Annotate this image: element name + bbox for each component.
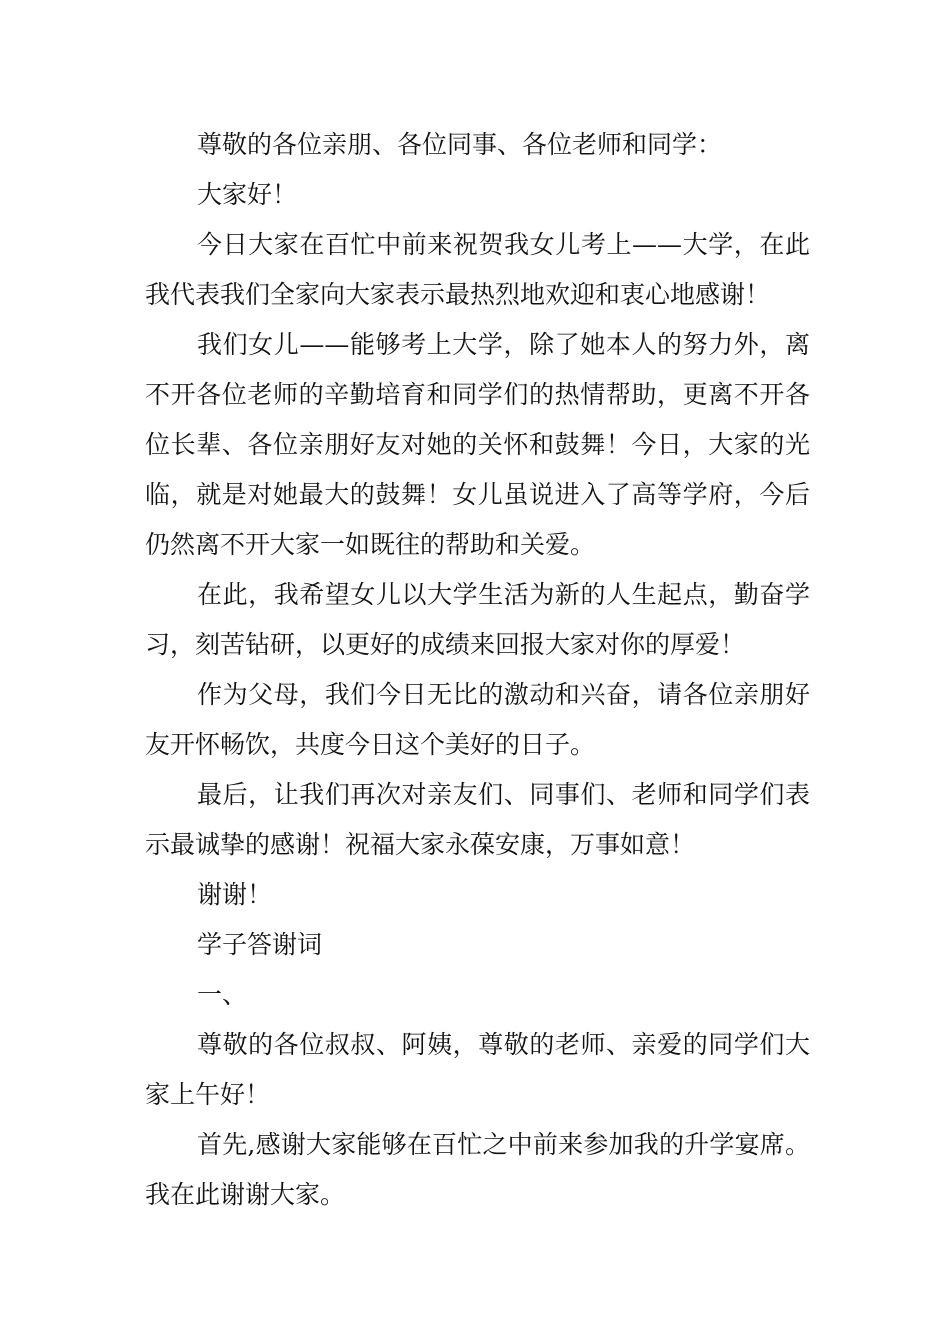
section-number: 一、 — [197, 980, 248, 1009]
paragraph-final-thanks: 最后，让我们再次对亲友们、同事们、老师和同学们表示最诚挚的感谢！祝福大家永葆安康，万事如意！ — [145, 780, 810, 859]
greeting-line: 尊敬的各位亲朋、各位同事、各位老师和同学： — [197, 130, 723, 159]
student-thanks: 首先,感谢大家能够在百忙之中前来参加我的升学宴席。我在此谢谢大家。 — [145, 1130, 810, 1209]
paragraph-thanks-teachers: 我们女儿——能够考上大学，除了她本人的努力外，离不开各位老师的辛勤培育和同学们的热情帮助，更离不开各位长辈、各位亲朋好友对她的关怀和鼓舞！今日，大家的光临，就是对她最大的鼓舞！女儿虽说进入了高等学府，今后仍然离不开大家一如既往的帮助和关爱。 — [145, 330, 810, 559]
hello-line: 大家好！ — [197, 180, 298, 209]
paragraph-welcome: 今日大家在百忙中前来祝贺我女儿考上——大学，在此我代表我们全家向大家表示最热烈地欢迎和衷心地感谢！ — [145, 230, 810, 309]
document-body — [145, 120, 810, 1220]
thank-you-line: 谢谢！ — [197, 880, 273, 909]
section-title: 学子答谢词 — [197, 930, 323, 959]
student-greeting: 尊敬的各位叔叔、阿姨，尊敬的老师、亲爱的同学们大家上午好！ — [145, 1030, 810, 1109]
paragraph-parents: 作为父母，我们今日无比的激动和兴奋，请各位亲朋好友开怀畅饮，共度今日这个美好的日子。 — [145, 680, 810, 759]
paragraph-hope: 在此，我希望女儿以大学生活为新的人生起点，勤奋学习，刻苦钻研，以更好的成绩来回报大家对你的厚爱！ — [145, 580, 810, 659]
